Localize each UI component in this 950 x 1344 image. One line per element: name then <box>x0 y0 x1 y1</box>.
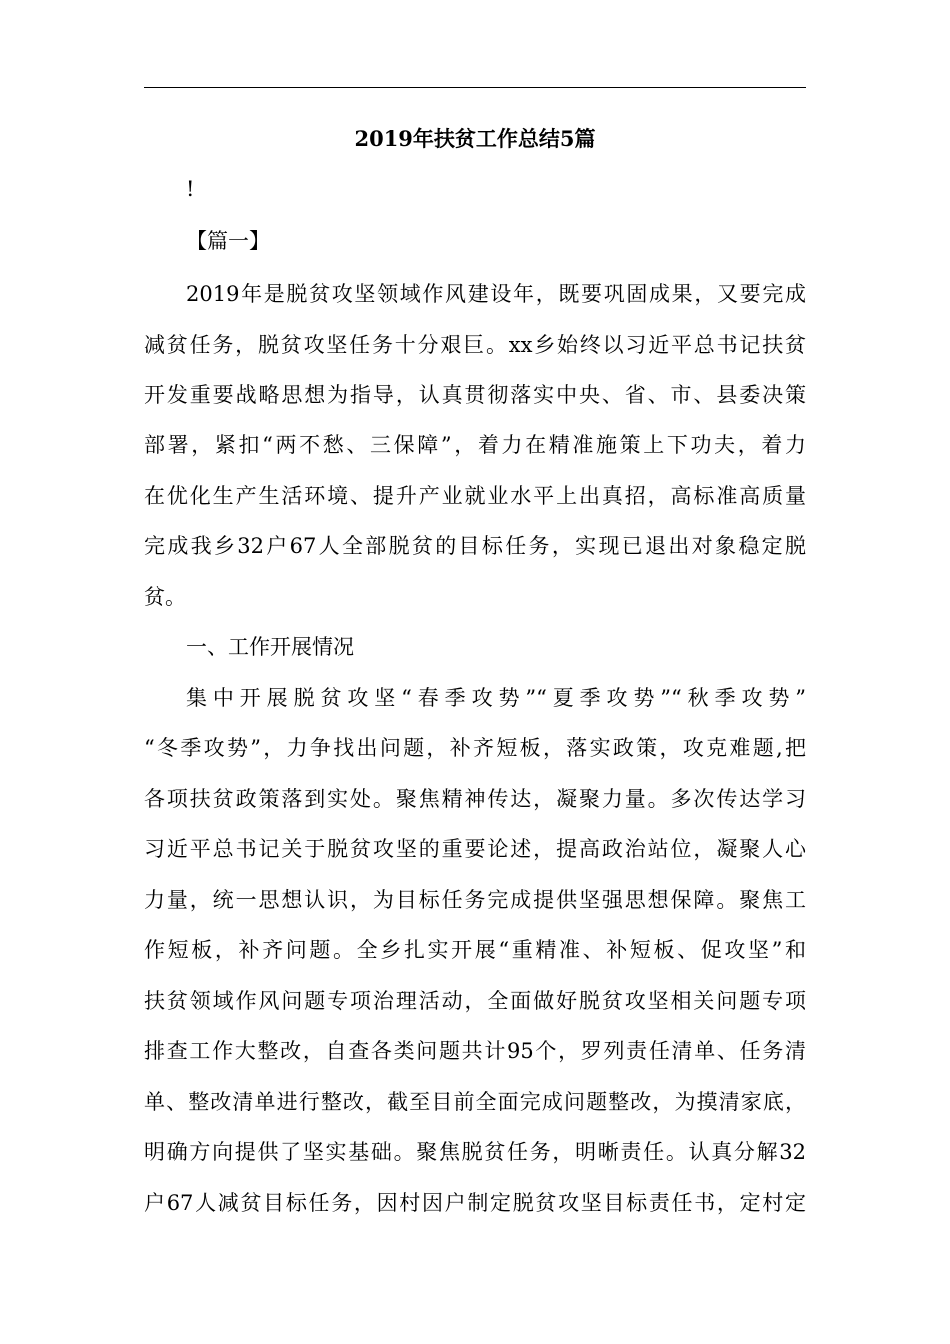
paragraph-line: 排查工作大整改，自查各类问题共计95个，罗列责任清单、任务清 <box>144 1039 806 1063</box>
paragraph-line: 各项扶贫政策落到实处。聚焦精神传达，凝聚力量。多次传达学习 <box>144 787 806 811</box>
paragraph-line: 扶贫领域作风问题专项治理活动，全面做好脱贫攻坚相关问题专项 <box>144 989 806 1013</box>
paragraph-line: 作短板，补齐问题。全乡扎实开展“重精准、补短板、促攻坚”和 <box>144 938 806 962</box>
paragraph-line: 减贫任务，脱贫攻坚任务十分艰巨。xx乡始终以习近平总书记扶贫 <box>144 333 806 357</box>
paragraph-line: 贫。 <box>144 585 186 609</box>
paragraph-line: 集中开展脱贫攻坚“春季攻势”“夏季攻势”“秋季攻势” <box>186 686 806 710</box>
paragraph-line: “冬季攻势”，力争找出问题，补齐短板，落实政策，攻克难题,把 <box>144 736 806 760</box>
section-label: 【篇一】 <box>186 229 270 253</box>
paragraph-line: 开发重要战略思想为指导，认真贯彻落实中央、省、市、县委决策 <box>144 383 806 407</box>
paragraph-line: 习近平总书记关于脱贫攻坚的重要论述，提高政治站位，凝聚人心 <box>144 837 806 861</box>
document-title: 2019年扶贫工作总结5篇 <box>354 126 596 151</box>
exclamation-mark: ! <box>186 177 195 201</box>
paragraph-line: 力量，统一思想认识，为目标任务完成提供坚强思想保障。聚焦工 <box>144 888 806 912</box>
paragraph-line: 明确方向提供了坚实基础。聚焦脱贫任务，明晰责任。认真分解32 <box>144 1140 806 1164</box>
paragraph-line: 完成我乡32户67人全部脱贫的目标任务，实现已退出对象稳定脱 <box>144 534 806 558</box>
paragraph-line: 在优化生产生活环境、提升产业就业水平上出真招，高标准高质量 <box>144 484 806 508</box>
paragraph-line: 单、整改清单进行整改，截至目前全面完成问题整改，为摸清家底， <box>144 1090 806 1114</box>
section-subheading: 一、工作开展情况 <box>186 635 354 659</box>
paragraph-line: 户67人减贫目标任务，因村因户制定脱贫攻坚目标责任书，定村定 <box>144 1191 806 1215</box>
paragraph-line: 部署，紧扣“两不愁、三保障”，着力在精准施策上下功夫，着力 <box>144 433 806 457</box>
paragraph-line: 2019年是脱贫攻坚领域作风建设年，既要巩固成果，又要完成 <box>186 282 806 306</box>
header-rule <box>144 87 806 88</box>
